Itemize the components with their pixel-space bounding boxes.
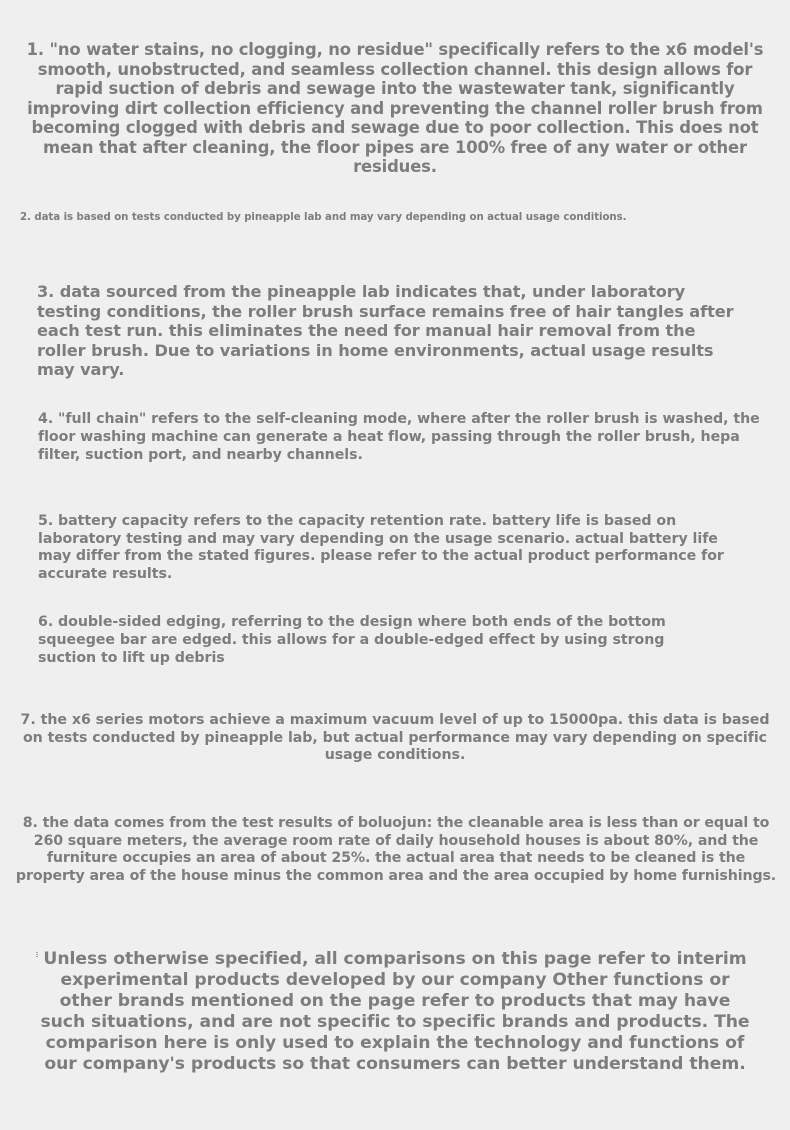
footnote-5: 5. battery capacity refers to the capacity retention rate. battery life is based on laboratory testing and may vary depending on the usage scenario. actual battery life may differ from the stated figures. please refer to the actual product performance for accurate results. — [38, 513, 724, 582]
footnote-6: 6. double-sided edging, referring to the design where both ends of the bottom squeegee bar are edged. this allows for a double-edged effect by using strong suction to lift up debris — [38, 614, 666, 666]
comparison-disclaimer: Unless otherwise specified, all comparisons on this page refer to interim experimental products developed by our company Other functions or other brands mentioned on the page refer to products that may have such situations, and are not specific to specific brands and products. The comparison here is only used to explain the technology and functions of our company's products so that consumers can better understand them. — [40, 949, 750, 1074]
footnote-8: 8. the data comes from the test results of boluojun: the cleanable area is less than or equal to 260 square meters, the average room rate of daily household houses is about 80%, and the furniture occupies an area of about 25%. the actual area that needs to be cleaned is the property area of the house minus the common area and the area occupied by home furnishings. — [15, 815, 777, 885]
footnote-4: 4. "full chain" refers to the self-cleaning mode, where after the roller brush is washed, the floor washing machine can generate a heat flow, passing through the roller brush, hepa filter, suction port, and nearby channels. — [38, 411, 760, 463]
footnote-3: 3. data sourced from the pineapple lab indicates that, under laboratory testing conditions, the roller brush surface remains free of hair tangles after each test run. this eliminates the need for manual hair removal from the roller brush. Due to variations in home environments, actual usage results may vary. — [37, 282, 734, 379]
footnote-7: 7. the x6 series motors achieve a maximum vacuum level of up to 15000pa. this data is based on tests conducted by pineapple lab, but actual performance may vary depending on specific usage conditions. — [20, 712, 770, 763]
footnote-1: 1. "no water stains, no clogging, no residue" specifically refers to the x6 model's smooth, unobstructed, and seamless collection channel. this design allows for rapid suction of debris and sewage into the wastewater tank, significantly improving dirt collection efficiency and preventing the channel roller brush from becoming clogged with debris and sewage due to poor collection. This does not mean that after cleaning, the floor pipes are 100% free of any water or other residues. — [26, 40, 764, 176]
footnote-2: 2. data is based on tests conducted by pineapple lab and may vary depending on actual usage conditions. — [20, 212, 627, 223]
